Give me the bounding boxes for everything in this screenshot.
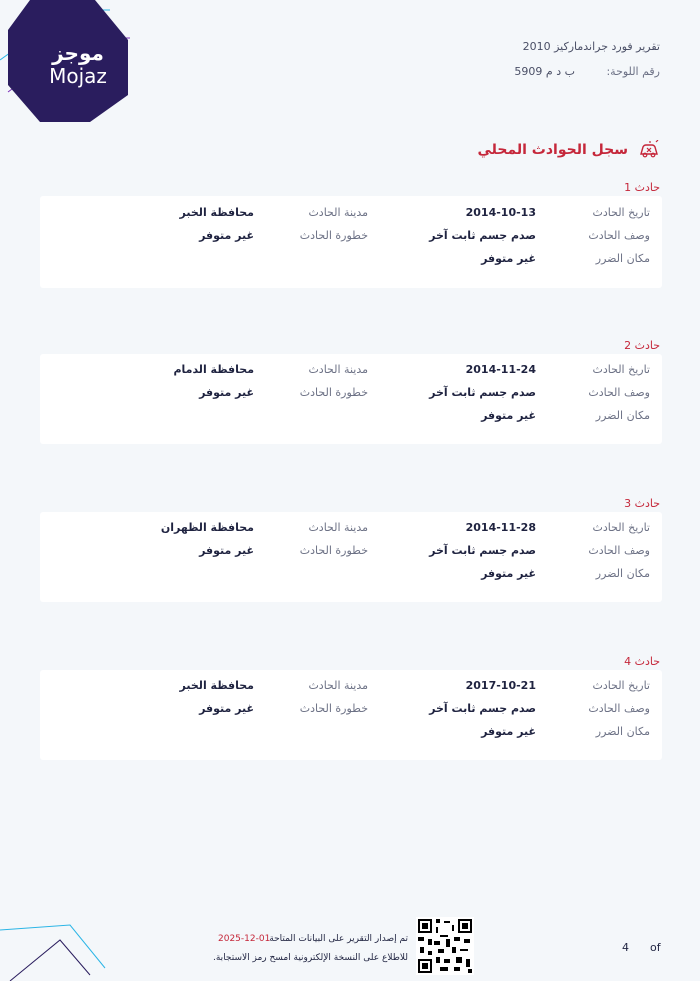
severity-value: غير متوفر [199,229,254,242]
scan-text: للاطلاع على النسخة الإلكترونية امسح رمز الاستجابة. [213,953,408,963]
city-label: مدينة الحادث [308,521,368,534]
issue-date: 2025-12-01 [218,934,271,944]
qr-code-icon[interactable] [416,917,474,975]
car-crash-icon [638,140,660,160]
description-label: وصف الحادث [588,386,650,399]
logo-arabic: موجز [52,41,104,65]
city-value: محافظة الخبر [179,679,254,692]
severity-label: خطورة الحادث [299,386,368,399]
damage-label: مكان الضرر [595,567,650,580]
plate-label: رقم اللوحة: [606,65,660,78]
severity-label: خطورة الحادث [299,229,368,242]
city-value: محافظة الخبر [179,206,254,219]
city-label: مدينة الحادث [308,363,368,376]
description-label: وصف الحادث [588,229,650,242]
date-label: تاريخ الحادث [592,363,650,376]
page-of: of [650,941,661,954]
date-value: 2014-11-28 [465,521,536,534]
date-label: تاريخ الحادث [592,206,650,219]
city-label: مدينة الحادث [308,679,368,692]
severity-value: غير متوفر [199,702,254,715]
logo-text [38,42,118,88]
damage-label: مكان الضرر [595,409,650,422]
accident-card [40,512,662,602]
car-title: تقرير فورد جراندماركيز 2010 [522,40,660,53]
description-value: صدم جسم ثابت آخر [429,229,536,242]
plate-value: ب د م 5909 [514,65,575,78]
description-label: وصف الحادث [588,702,650,715]
report-header [514,40,660,78]
city-value: محافظة الدمام [173,363,254,376]
section-title [478,140,661,160]
damage-value: غير متوفر [481,725,536,738]
accident-card [40,196,662,288]
city-value: محافظة الظهران [160,521,254,534]
damage-label: مكان الضرر [595,725,650,738]
severity-value: غير متوفر [199,544,254,557]
damage-value: غير متوفر [481,567,536,580]
severity-value: غير متوفر [199,386,254,399]
date-value: 2014-10-13 [465,206,536,219]
damage-label: مكان الضرر [595,252,650,265]
description-value: صدم جسم ثابت آخر [429,544,536,557]
page-number: 4 [622,941,629,954]
accident-title: حادث 1 [624,181,660,194]
damage-value: غير متوفر [481,252,536,265]
accident-title: حادث 3 [624,497,660,510]
section-title-text: سجل الحوادث المحلي [477,142,628,158]
issued-text: تم إصدار التقرير على البيانات المتاحة [269,934,408,944]
date-value: 2014-11-24 [465,363,536,376]
description-value: صدم جسم ثابت آخر [429,386,536,399]
date-label: تاريخ الحادث [592,679,650,692]
date-value: 2017-10-21 [465,679,536,692]
severity-label: خطورة الحادث [299,544,368,557]
damage-value: غير متوفر [481,409,536,422]
accident-title: حادث 4 [624,655,660,668]
accident-title: حادث 2 [624,339,660,352]
description-label: وصف الحادث [588,544,650,557]
accident-card [40,670,662,760]
accident-card [40,354,662,444]
logo-english: Mojaz [49,64,107,88]
date-label: تاريخ الحادث [592,521,650,534]
plate-row [514,65,660,78]
description-value: صدم جسم ثابت آخر [429,702,536,715]
city-label: مدينة الحادث [308,206,368,219]
severity-label: خطورة الحادث [299,702,368,715]
